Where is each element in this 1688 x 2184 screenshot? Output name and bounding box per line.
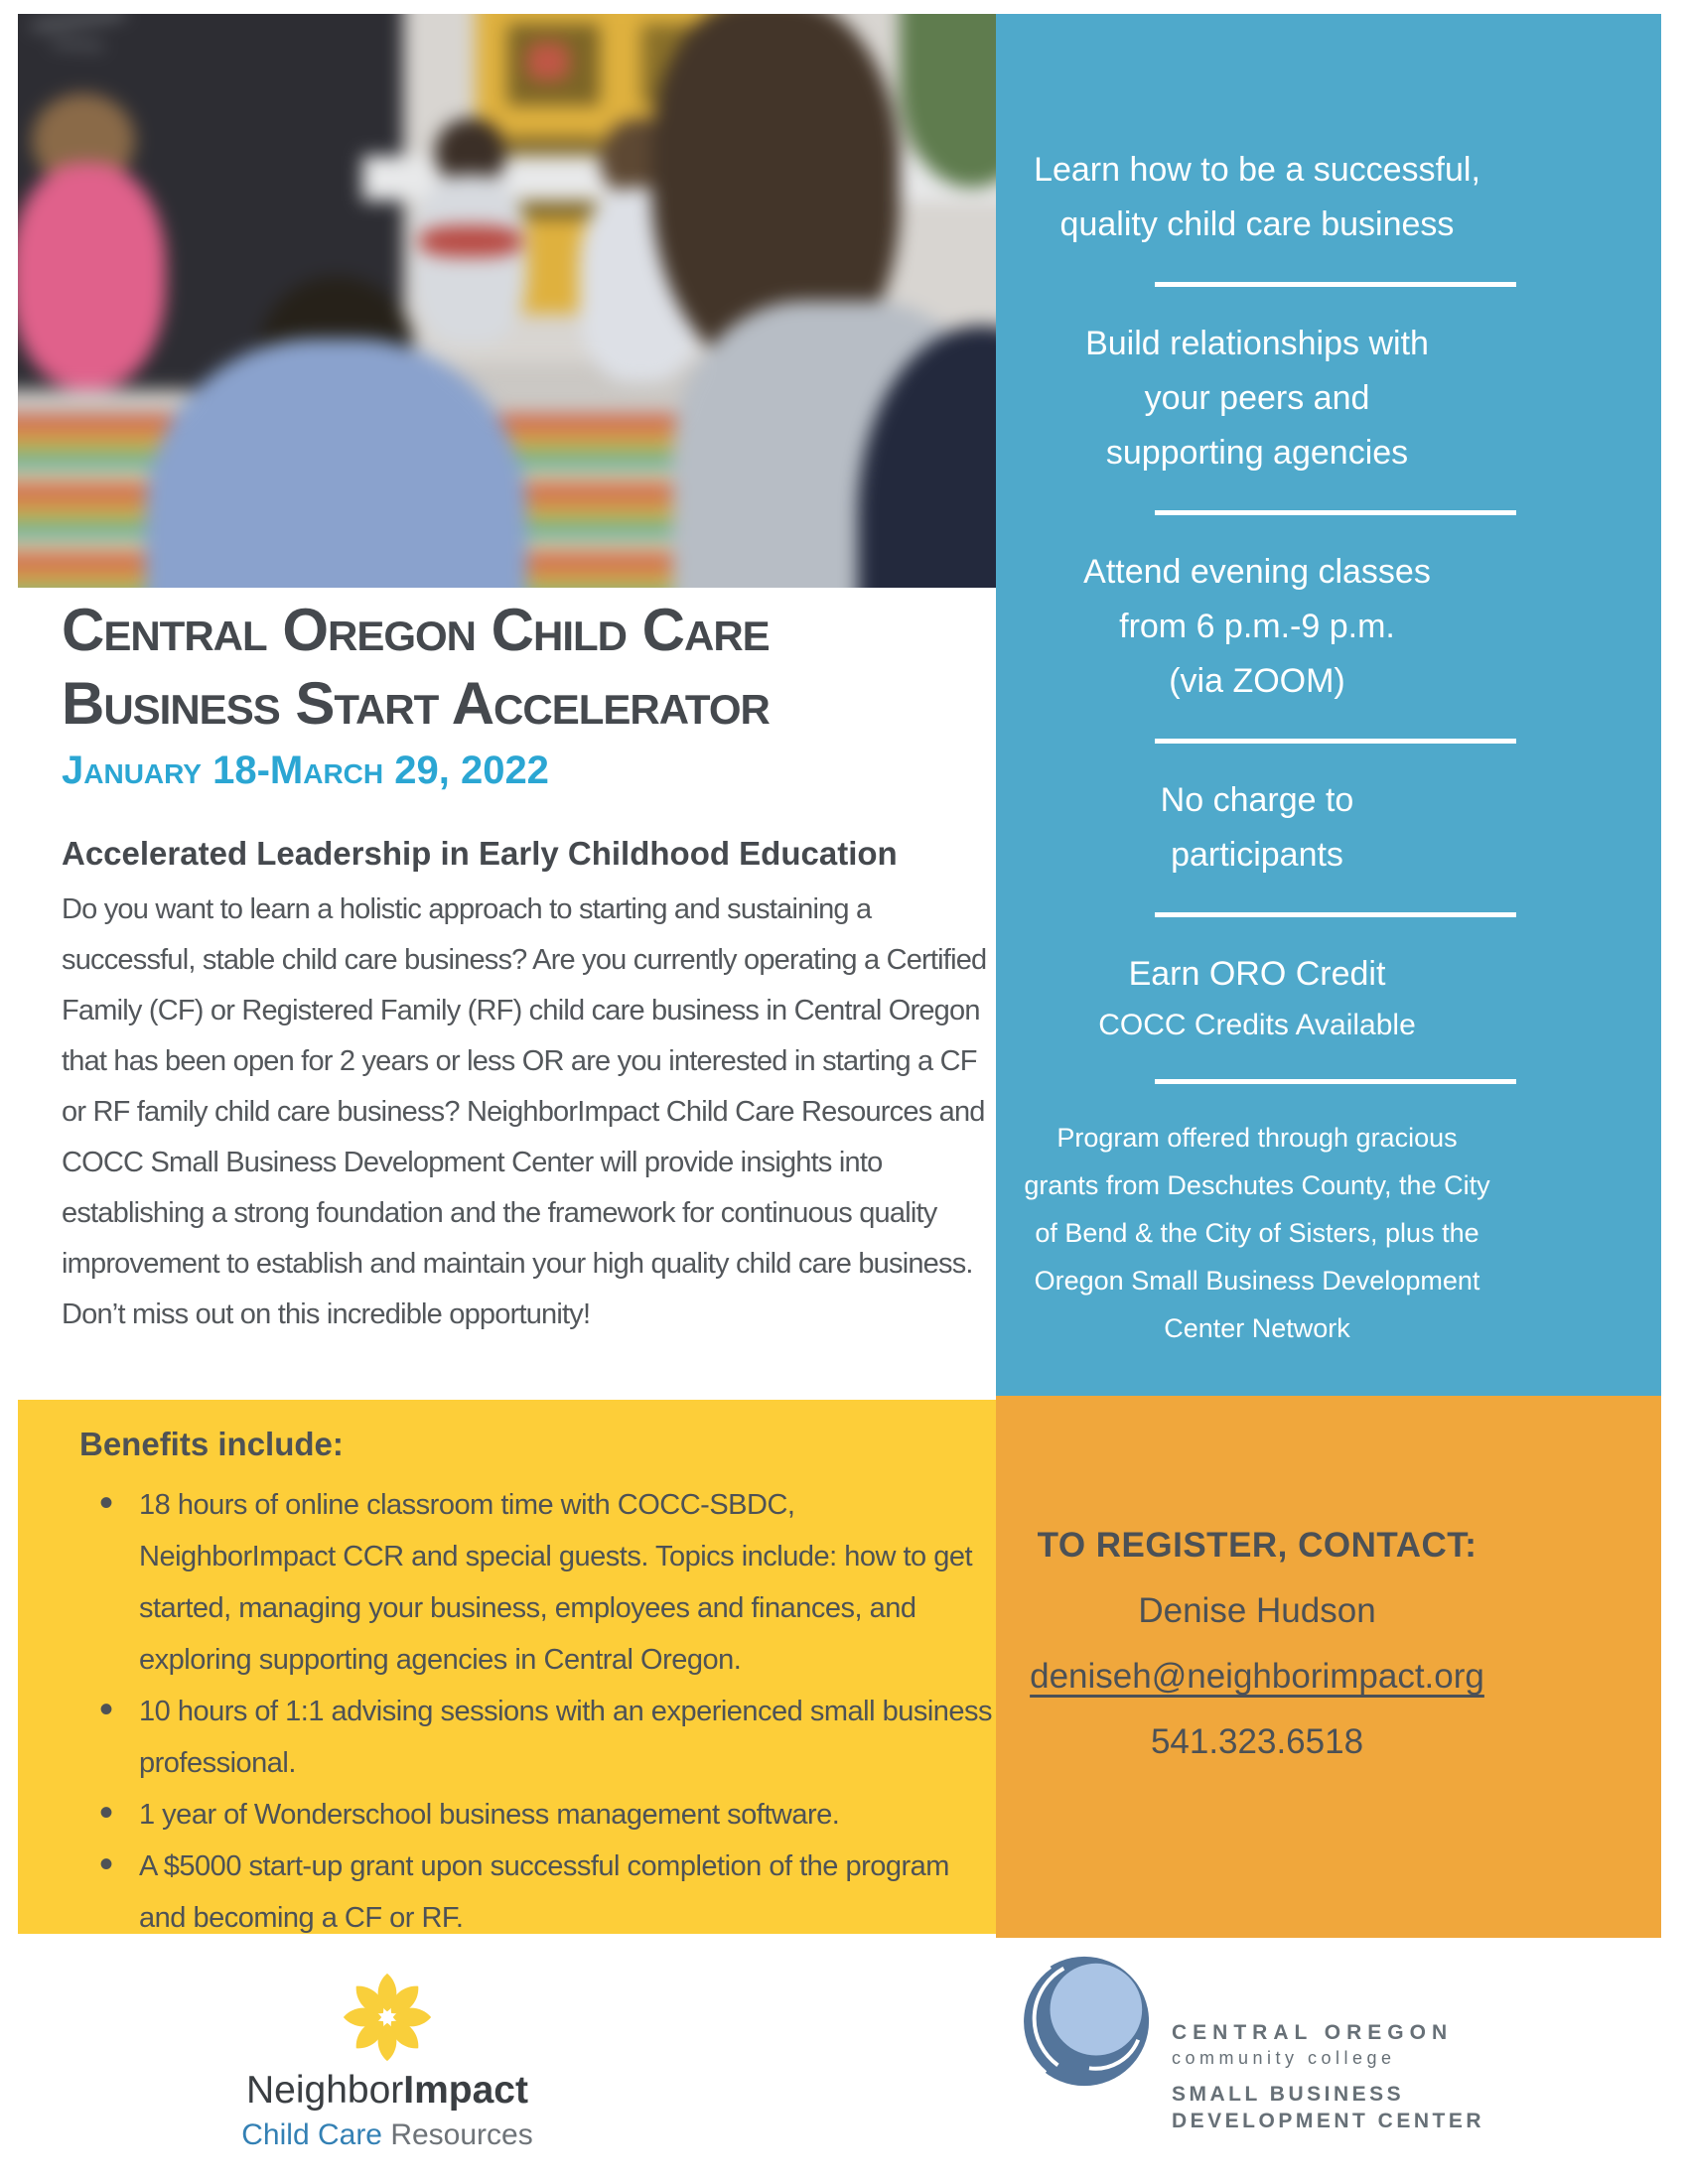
subtitle-childcare: Child Care <box>241 2118 382 2151</box>
main-content <box>62 594 996 1369</box>
brand-bold: Impact <box>403 2069 528 2112</box>
highlight-line: Build relationships with <box>1085 325 1429 362</box>
photo-child <box>419 225 522 257</box>
highlight-credit <box>1022 947 1492 1049</box>
section-divider <box>1155 282 1516 287</box>
contact-heading: TO REGISTER, CONTACT: <box>1037 1526 1477 1565</box>
highlight-line: quality child care business <box>1059 205 1455 243</box>
photo-child <box>18 163 166 389</box>
highlights-panel-content <box>996 14 1661 1352</box>
cocc-logo-text <box>1172 1950 1484 2133</box>
cocc-line3: SMALL BUSINESS <box>1172 2083 1405 2106</box>
highlights-panel <box>996 14 1661 1396</box>
program-description: Do you want to learn a holistic approach to starting and sustaining a successful, stable child care business? Are you currently operating a Certified Family (CF) or Registered Family (RF) child care business in Central Oregon that has been open for 2 years or less OR are you interested in starting a CF or RF family child care business? NeighborImpact Child Care Resources and COCC Small Business Development Center will provide insights into establishing a strong foundation and the framework for continuous quality improvement to establish and maintain your high quality child care business. Don’t miss out on this incredible opportunity! <box>62 893 987 1330</box>
brand-regular: Neighbor <box>246 2069 404 2112</box>
cocc-line4: DEVELOPMENT CENTER <box>1172 2110 1485 2132</box>
highlight-line-secondary: COCC Credits Available <box>1098 1009 1416 1041</box>
contact-name: Denise Hudson <box>1138 1591 1376 1630</box>
classroom-photo <box>18 14 996 588</box>
benefits-list <box>79 1479 996 1944</box>
neighborimpact-logo <box>149 1970 626 2152</box>
section-divider <box>1155 912 1516 917</box>
highlight-line: No charge to <box>1160 781 1354 819</box>
highlight-line: of Bend & the City of Sisters, plus the <box>1035 1218 1479 1248</box>
globe-sphere-icon <box>1015 1950 1156 2091</box>
flower-petals-icon <box>340 1970 435 2065</box>
benefit-item: • 10 hours of 1:1 advising sessions with an experienced small business professional. <box>139 1686 993 1789</box>
benefit-item: • A $5000 start-up grant upon successful completion of the program and becoming a CF or RF. <box>139 1841 993 1944</box>
highlight-line: (via ZOOM) <box>1169 662 1345 700</box>
benefit-item: • 1 year of Wonderschool business management software. <box>139 1789 993 1841</box>
contact-panel <box>996 1396 1661 1938</box>
highlight-line: your peers and <box>1144 379 1370 417</box>
benefit-item: • 18 hours of online classroom time with COCC-SBDC, NeighborImpact CCR and special guests. Topics include: how to get started, managing your business, employees and finances, and exploring supporting agencies in Central Oregon. <box>139 1479 993 1686</box>
highlight-line: Program offered through gracious <box>1056 1123 1458 1153</box>
classroom-photo-abstract <box>18 14 996 588</box>
cocc-line2: community college <box>1172 2048 1396 2068</box>
highlight-line: from 6 p.m.-9 p.m. <box>1119 608 1395 645</box>
photo-child <box>414 175 528 344</box>
highlight-classes <box>1022 545 1492 709</box>
highlight-line: Center Network <box>1164 1313 1350 1343</box>
date-range: January 18-March 29, 2022 <box>62 749 549 792</box>
highlight-line: Earn ORO Credit <box>1128 955 1386 993</box>
section-divider <box>1155 510 1516 515</box>
benefits-heading: Benefits include: <box>79 1426 344 1462</box>
highlight-line: Attend evening classes <box>1083 553 1431 591</box>
page-title <box>62 594 996 741</box>
page-title-line1: Central Oregon Child Care <box>62 597 770 663</box>
neighborimpact-brand <box>149 2069 626 2113</box>
page-title-line2: Business Start Accelerator <box>62 670 770 737</box>
section-divider <box>1155 1079 1516 1084</box>
cocc-line1: CENTRAL OREGON <box>1172 2021 1454 2044</box>
highlight-relationships <box>1022 317 1492 480</box>
highlight-no-charge <box>1022 773 1492 883</box>
cocc-sbdc-logo <box>1015 1950 1484 2133</box>
highlight-grants <box>1022 1114 1492 1352</box>
benefits-panel <box>18 1400 996 1934</box>
subtitle-resources: Resources <box>382 2118 533 2151</box>
highlight-line: grants from Deschutes County, the City <box>1024 1170 1490 1200</box>
highlight-line: supporting agencies <box>1105 434 1409 472</box>
highlight-line: Oregon Small Business Development <box>1034 1266 1480 1296</box>
highlight-line: Learn how to be a successful, <box>1034 151 1480 189</box>
highlight-line: participants <box>1171 836 1343 874</box>
contact-panel-content <box>996 1396 1661 1775</box>
neighborimpact-subtitle <box>149 2118 626 2152</box>
contact-phone: 541.323.6518 <box>1150 1722 1364 1761</box>
program-subheading: Accelerated Leadership in Early Childhood Education <box>62 835 898 872</box>
photo-toy <box>527 43 569 80</box>
section-divider <box>1155 739 1516 744</box>
contact-email-link[interactable]: deniseh@neighborimpact.org <box>1030 1657 1484 1696</box>
highlight-learn <box>1022 143 1492 252</box>
